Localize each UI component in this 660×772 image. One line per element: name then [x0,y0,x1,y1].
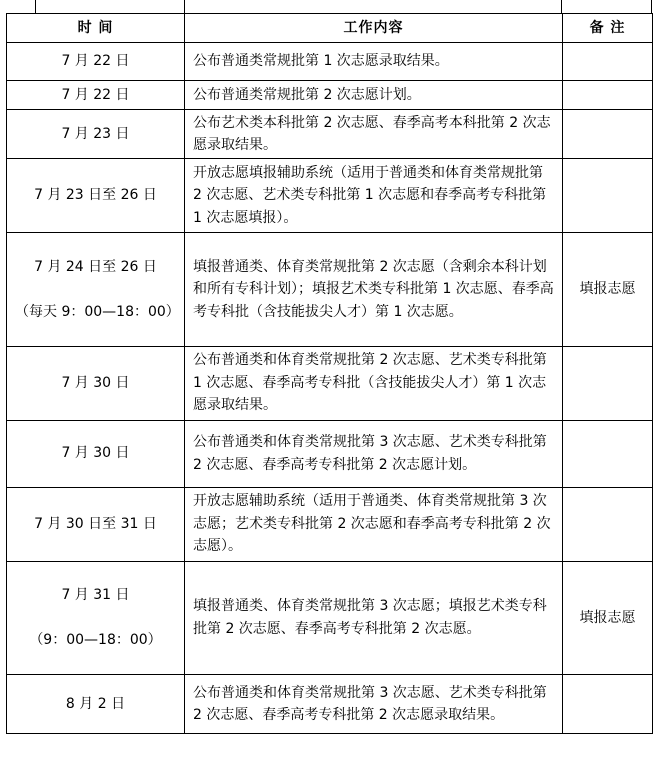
note-cell [563,110,653,159]
time-text: 8 月 2 日 [65,695,126,712]
time-cell [7,675,185,734]
content-cell: 填报普通类、体育类常规批第 3 次志愿；填报艺术类专科批第 2 次志愿、春季高考专科批第 2 次志愿。 [185,561,563,675]
content-cell: 公布艺术类本科批第 2 次志愿、春季高考本科批第 2 次志愿录取结果。 [185,110,563,159]
time-text: 7 月 31 日 [61,587,130,603]
note-cell [563,81,653,110]
table-row [7,487,653,561]
top-column-marks [0,0,660,14]
note-cell [563,420,653,487]
content-cell: 填报普通类、体育类常规批第 2 次志愿（含剩余本科计划和所有专科计划）；填报艺术类专科批第 1 次志愿、春季高考专科批（含技能拔尖人才）第 1 次志愿。 [185,233,563,347]
content-cell: 公布普通类常规批第 2 次志愿计划。 [185,81,563,110]
time-cell [7,233,185,347]
content-cell: 开放志愿填报辅助系统（适用于普通类和体育类常规批第 2 次志愿、艺术类专科批第 1 次志愿和春季高考专科批第 1 次志愿填报）。 [185,159,563,233]
note-cell: 填报志愿 [563,561,653,675]
note-cell: 填报志愿 [563,233,653,347]
time-cell [7,487,185,561]
admission-schedule-table [6,13,653,734]
time-hours-text: （9：00—18：00） [29,632,162,648]
table-row [7,346,653,420]
time-text: 7 月 30 日 [61,445,130,462]
table-row [7,420,653,487]
note-cell [563,487,653,561]
column-mark [561,0,562,13]
content-cell: 公布普通类和体育类常规批第 3 次志愿、艺术类专科批第 2 次志愿、春季高考专科批第 2 次志愿录取结果。 [185,675,563,734]
table-row [7,675,653,734]
header-note: 备 注 [563,14,653,43]
table-row [7,561,653,675]
table-row [7,81,653,110]
note-cell [563,159,653,233]
header-content: 工作内容 [185,14,563,43]
time-hours-text: （每天 9：00—18：00） [15,303,180,320]
table-header-row [7,14,653,43]
table-row [7,43,653,81]
note-cell [563,675,653,734]
content-cell: 公布普通类常规批第 1 次志愿录取结果。 [185,43,563,81]
time-text: 7 月 23 日 [61,125,130,142]
time-text: 7 月 30 日至 31 日 [34,515,157,532]
column-mark [184,0,185,13]
content-cell: 公布普通类和体育类常规批第 2 次志愿、艺术类专科批第 1 次志愿、春季高考专科批（含技能拔尖人才）第 1 次志愿录取结果。 [185,346,563,420]
header-time: 时 间 [7,14,185,43]
time-cell [7,346,185,420]
time-cell [7,420,185,487]
time-cell [7,561,185,675]
time-cell [7,81,185,110]
table-row [7,110,653,159]
time-text: 7 月 23 日至 26 日 [34,187,157,204]
time-text: 7 月 24 日至 26 日 [34,258,157,275]
time-cell [7,159,185,233]
time-cell [7,43,185,81]
content-cell: 开放志愿辅助系统（适用于普通类、体育类常规批第 3 次志愿；艺术类专科批第 2 次志愿和春季高考专科批第 2 次志愿）。 [185,487,563,561]
column-mark [651,0,652,13]
content-cell: 公布普通类和体育类常规批第 3 次志愿、艺术类专科批第 2 次志愿、春季高考专科批第 2 次志愿计划。 [185,420,563,487]
table-row [7,159,653,233]
note-cell [563,346,653,420]
column-mark [35,0,36,13]
time-cell [7,110,185,159]
table-row [7,233,653,347]
note-cell [563,43,653,81]
time-text: 7 月 22 日 [61,53,130,70]
time-text: 7 月 30 日 [61,374,130,391]
time-text: 7 月 22 日 [61,86,130,103]
